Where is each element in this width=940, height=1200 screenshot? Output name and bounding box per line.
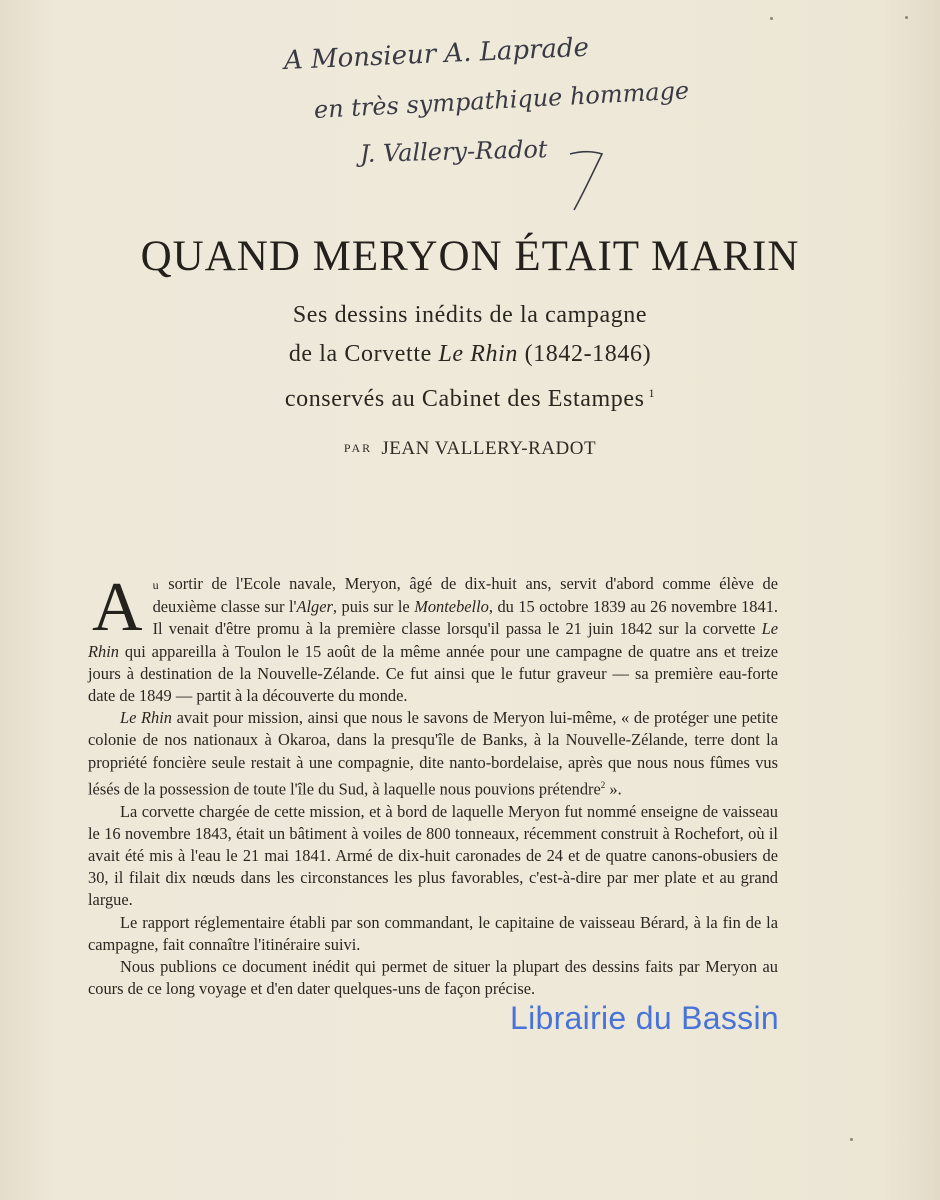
signature-flourish xyxy=(566,148,606,214)
paragraph-text: ». xyxy=(605,779,622,799)
dedication-line-1: A Monsieur A. Laprade xyxy=(283,32,590,76)
paragraph: La corvette chargée de cette mission, et à bord de laquelle Meryon fut nommé enseigne de vaisseau le 16 novembre 1843, était un bâtiment à voiles de 800 tonneaux, récemment construit à Rochefort, où il avait été mis à l'eau le 21 mai 1841. Armé de dix-huit caronades de 24 et de quatre canons-obusiers de 30, il filait dix nœuds dans les circonstances les plus favorables, c'est-à-dire par mer plate et au grand largue. xyxy=(88,801,778,910)
subtitle-line-1: Ses dessins inédits de la campagne xyxy=(292,302,648,328)
subtitle-line-2 xyxy=(0,335,940,374)
ship-name: Alger xyxy=(296,597,333,617)
subtitle-text: de la Corvette xyxy=(288,341,439,367)
article-title: QUAND MERYON ÉTAIT MARIN xyxy=(140,233,800,280)
paper-speck xyxy=(770,17,773,20)
paragraph-text: , puis sur le xyxy=(332,597,415,617)
paragraph xyxy=(88,569,778,707)
subtitle-text: conservés au Cabinet des Estampes xyxy=(284,386,645,412)
article-subtitle xyxy=(0,296,940,419)
paper-speck xyxy=(850,1138,853,1141)
byline-par: PAR xyxy=(343,441,373,455)
footnote-mark: 2 xyxy=(600,779,606,790)
dedication-signature: J. Vallery-Radot xyxy=(359,135,548,168)
dedication-line-2: en très sympathique hommage xyxy=(313,76,690,124)
small-caps: u xyxy=(152,578,160,592)
watermark: Librairie du Bassin xyxy=(510,1000,779,1036)
paragraph: Le rapport réglementaire établi par son commandant, le capitaine de vaisseau Bérard, à la fin de la campagne, fait connaître l'itinéraire suivi. xyxy=(88,912,778,954)
footnote-mark: 1 xyxy=(648,386,656,400)
subtitle-line-3 xyxy=(0,374,940,419)
paragraph: Nous publions ce document inédit qui permet de situer la plupart des dessins faits par Meryon au cours de ce long voyage et d'en dater quelques-uns de façon précise. xyxy=(88,956,778,999)
paragraph xyxy=(88,707,778,800)
byline xyxy=(0,438,940,460)
ship-name: Le Rhin xyxy=(438,341,518,367)
paragraph-text: qui appareilla à Toulon le 15 août de la même année pour une campagne de quatre ans et treize jours à destination de la Nouvelle-Zélande. Ce fut ainsi que le futur graveur — sa première eau-forte date de 1849 — partit à la découverte du monde. xyxy=(88,641,778,706)
paragraph-text: , du 15 octobre 1839 au 26 novembre 1841. Il venait d'être promu à la première classe lorsqu'il passa le 21 juin 1842 sur la corvette xyxy=(152,597,778,639)
paper-speck xyxy=(905,16,908,19)
subtitle-dates: (1842-1846) xyxy=(517,341,652,367)
ship-name: Montebello xyxy=(414,597,489,617)
drop-cap: A xyxy=(92,569,143,646)
paragraph-text: sortir de l'Ecole navale, Meryon, âgé de dix-huit ans, servit d'abord comme élève de deuxième classe sur l' xyxy=(152,574,778,617)
paragraph-text: avait pour mission, ainsi que nous le savons de Meryon lui-même, « de protéger une petite colonie de nos nationaux à Okaroa, dans la presqu'île de Banks, à la Nouvelle-Zélande, terre dont la propriété foncière seule restait à une compagnie, dite nanto-bordelaise, après que nous nous fûmes vus lésés de la possession de toute l'île du Sud, à laquelle nous pouvions prétendre xyxy=(88,708,778,799)
author-name: JEAN VALLERY-RADOT xyxy=(381,438,597,459)
ship-name: Le Rhin xyxy=(88,619,778,661)
article-body xyxy=(88,569,778,1000)
ship-name: Le Rhin xyxy=(120,708,172,728)
